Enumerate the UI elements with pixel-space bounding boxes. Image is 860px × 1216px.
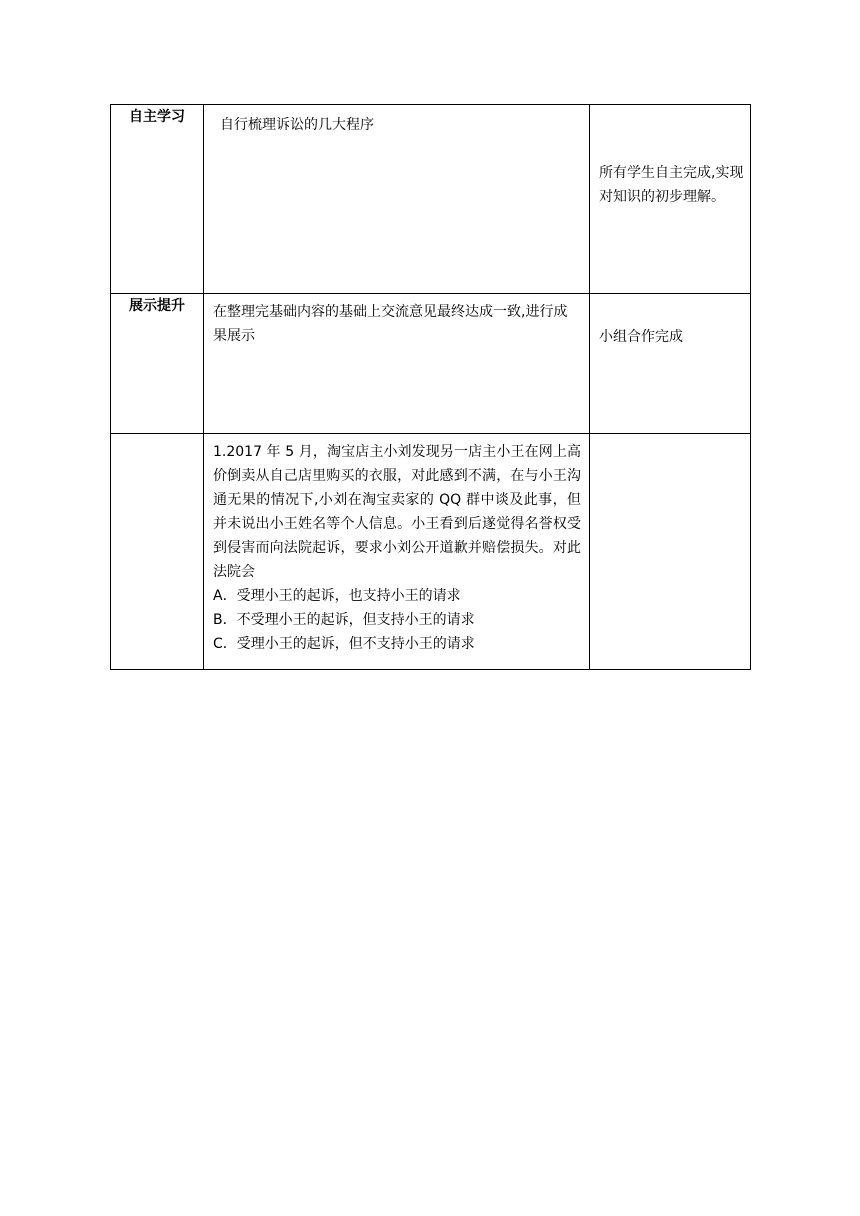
task-text: 在整理完基础内容的基础上交流意见最终达成一致,进行成果展示 bbox=[213, 304, 568, 344]
table-row bbox=[111, 434, 751, 670]
option-a: A．受理小王的起诉，也支持小王的请求 bbox=[213, 588, 461, 604]
row-label-empty bbox=[111, 434, 204, 670]
option-c: C．受理小王的起诉，但不支持小王的请求 bbox=[213, 636, 475, 652]
task-text: 自行梳理诉讼的几大程序 bbox=[220, 117, 374, 133]
table-row bbox=[111, 294, 751, 434]
note-cell bbox=[590, 434, 751, 670]
row-label-presentation: 展示提升 bbox=[111, 294, 204, 434]
note-cell bbox=[590, 105, 751, 294]
task-cell bbox=[204, 105, 590, 294]
option-b: B．不受理小王的起诉，但支持小王的请求 bbox=[213, 612, 475, 628]
question-cell bbox=[204, 434, 590, 670]
table-row bbox=[111, 105, 751, 294]
task-cell bbox=[204, 294, 590, 434]
row-label-self-study: 自主学习 bbox=[111, 105, 204, 294]
note-cell bbox=[590, 294, 751, 434]
lesson-plan-table bbox=[110, 104, 751, 670]
note-text: 所有学生自主完成,实现对知识的初步理解。 bbox=[599, 165, 744, 205]
note-text: 小组合作完成 bbox=[599, 329, 683, 345]
question-text: 1.2017 年 5 月，淘宝店主小刘发现另一店主小王在网上高价倒卖从自己店里购买的衣服，对此感到不满，在与小王沟通无果的情况下,小刘在淘宝卖家的 QQ 群中谈及此事，但并未说出小王姓名等个人信息。小王看到后遂觉得名誉权受到侵害而向法院起诉，要求小刘公开道歉并赔偿损失。对此法院会 bbox=[213, 444, 581, 580]
